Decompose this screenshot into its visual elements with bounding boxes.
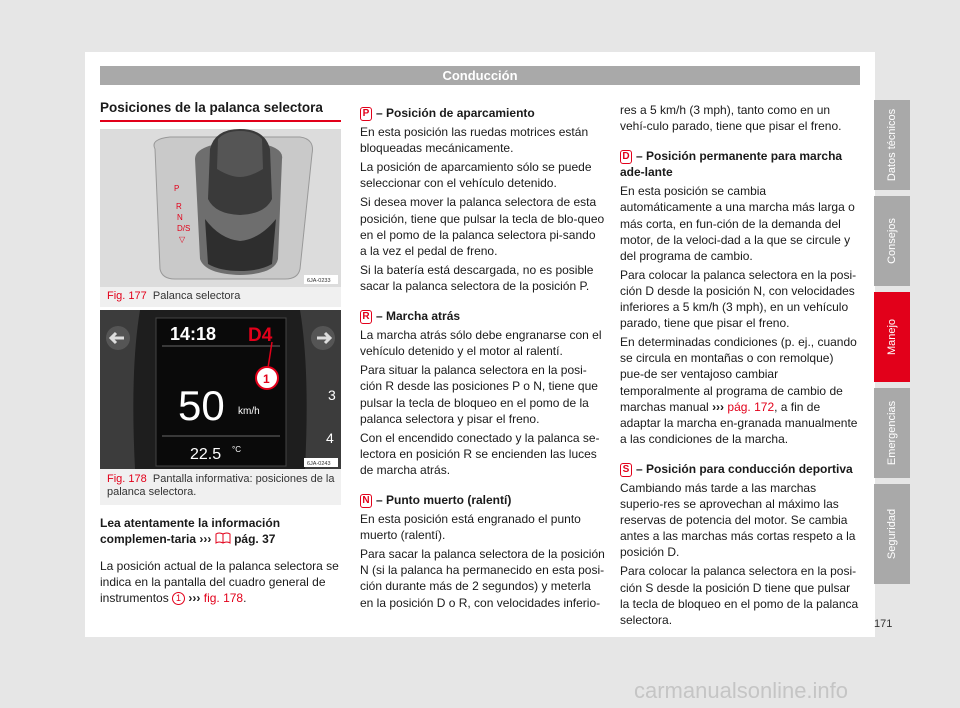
tab-label: Manejo: [886, 318, 898, 356]
gear-letter-n: N: [177, 213, 183, 222]
arrow-marker: ›››: [199, 532, 212, 547]
arrow-marker: ›››: [188, 591, 201, 606]
display-speed: 50: [178, 382, 225, 429]
callout-badge: 1: [172, 592, 185, 605]
info-note-text: Lea atentamente la información complemen-taria: [100, 516, 281, 547]
paragraph-text: La posición actual de la palanca selectora se indica en la pantalla del cuadro general de instrumentos: [100, 559, 339, 606]
title-rule: [100, 120, 341, 122]
figure-caption-text: Palanca selectora: [152, 290, 241, 302]
paragraph: En esta posición está engranado el punto muerto (ralentí).: [360, 512, 581, 543]
paragraph: Si la batería está descargada, no es posible sacar la palanca selectora de la posición P.: [360, 262, 594, 293]
tab-label: Consejos: [886, 218, 898, 264]
instrument-display-image: [100, 310, 341, 469]
tab-consejos[interactable]: [874, 196, 910, 286]
figure-178: [100, 310, 341, 505]
column-1: [100, 515, 345, 609]
position-badge: P: [360, 107, 372, 121]
section-title: Posiciones de la palanca selectora: [100, 100, 323, 115]
gear-letter-p: P: [174, 184, 180, 193]
paragraph: Cambiando más tarde a las marchas superio-res se aprovechan al máximo las reservas de potencia del motor. Se cambia antes a las marchas más cortas respeto a la posición D.: [620, 480, 856, 560]
tab-seguridad[interactable]: [874, 484, 910, 584]
position-heading-n: [360, 492, 605, 508]
position-badge: S: [620, 463, 632, 477]
paragraph: Para colocar la palanca selectora en la posi-ción D desde la posición N, con velocidades inferiores a 5 km/h (3 mph), en un vehículo parado, tiene que pisar el freno.: [620, 267, 857, 331]
position-title: – Posición permanente para marcha ade-lante: [620, 149, 843, 180]
figure-177: [100, 129, 341, 307]
position-title: – Punto muerto (ralentí): [376, 492, 512, 507]
page-ref[interactable]: pág. 37: [234, 532, 276, 547]
paragraph: La posición de aparcamiento sólo se puede seleccionar con el vehículo detenido.: [360, 160, 592, 191]
gear-letter-manual: ▽: [179, 235, 186, 244]
tab-datos-tecnicos[interactable]: [874, 100, 910, 190]
position-heading-r: [360, 308, 605, 324]
position-badge: N: [360, 494, 372, 508]
callout-number: 1: [263, 372, 270, 386]
info-note: [100, 515, 345, 547]
tab-label: Datos técnicos: [886, 108, 898, 182]
column-2: [360, 102, 605, 614]
display-temp: 22.5: [190, 446, 222, 463]
paragraph: En esta posición se cambia automáticamente a una marcha más larga o más corta, en fun-ción de la demanda del motor, de la veloci-dad a la que se circule y del programa de cambio.: [620, 184, 855, 263]
gear-selector-image: [100, 129, 341, 287]
paragraph: La marcha atrás sólo debe engranarse con el vehículo detenido y el motor al ralentí.: [360, 328, 602, 359]
paragraph: En esta posición las ruedas motrices están bloqueadas mecánicamente.: [360, 125, 589, 156]
figure-caption: [107, 290, 240, 303]
position-badge: D: [620, 150, 632, 164]
punctuation: .: [243, 591, 247, 606]
paragraph: Con el encendido conectado y la palanca se-lectora en posición R se encienden las luces de marcha atrás.: [360, 430, 600, 477]
figure-code: 6JA-0233: [307, 278, 331, 284]
figure-caption: [107, 473, 335, 499]
gauge-label-4: 4: [326, 430, 334, 446]
position-heading-p: [360, 105, 605, 121]
position-title: – Marcha atrás: [376, 309, 461, 324]
paragraph: [100, 558, 345, 606]
position-badge: R: [360, 310, 372, 324]
display-speed-unit: km/h: [238, 406, 260, 417]
figure-code: 6JA-0243: [307, 461, 331, 467]
display-time: 14:18: [170, 324, 217, 344]
tab-emergencias[interactable]: [874, 388, 910, 478]
tab-label: Seguridad: [886, 508, 898, 560]
paragraph: Para sacar la palanca selectora de la posición N (si la palanca ha permanecido en esta posi-ción durante más de 2 segundos) y meterla en la posición D o R, con velocidades inferio-: [360, 547, 605, 610]
paragraph: Para situar la palanca selectora en la posi-ción R desde las posiciones P o N, tiene que pulsar la tecla de bloqueo en el pomo de la palanca selectora y pisar el freno.: [360, 363, 598, 426]
position-title: – Posición para conducción deportiva: [636, 461, 853, 476]
gear-letter-ds: D/S: [177, 224, 191, 233]
paragraph: Si desea mover la palanca selectora de esta posición, tiene que pulsar la tecla de blo-queo en el pomo de la palanca selectora pi-sando a la vez el pedal de freno.: [360, 195, 605, 258]
chapter-header: Conducción: [100, 66, 860, 85]
paragraph-text: , a fin de adaptar la marcha en-granada manualmente a las condiciones de la marcha.: [620, 399, 858, 446]
display-temp-unit: °C: [232, 445, 241, 454]
position-title: – Posición de aparcamiento: [376, 106, 535, 120]
position-heading-s: [620, 461, 860, 477]
paragraph: Para colocar la palanca selectora en la posi-ción S desde la posición D tiene que pulsar la tecla de bloqueo en el pomo de la palanca selectora.: [620, 564, 859, 627]
paragraph: [620, 334, 860, 447]
watermark: carmanualsonline.info: [634, 678, 849, 703]
gear-letter-r: R: [176, 202, 182, 211]
paragraph: res a 5 km/h (3 mph), tanto como en un vehí-culo parado, tiene que pisar el freno.: [620, 103, 842, 134]
gauge-label-3: 3: [328, 387, 336, 403]
position-heading-d: [620, 148, 860, 180]
page-number: 171: [874, 618, 893, 630]
page-link[interactable]: pág. 172: [727, 399, 775, 414]
paragraph-text: En determinadas condiciones (p. ej., cuando se circula en montañas o con remolque) pue-de ser ventajoso cambiar temporalmente al programa de cambio de marchas manual: [620, 335, 857, 414]
tab-label: Emergencias: [886, 400, 898, 466]
arrow-marker: ›››: [712, 399, 725, 414]
book-icon: [215, 532, 231, 544]
figure-label: Fig. 177: [107, 290, 147, 302]
figure-caption-text: Pantalla informativa: posiciones de la palanca selectora.: [107, 473, 335, 498]
tab-manejo[interactable]: [874, 292, 910, 382]
figure-label: Fig. 178: [107, 473, 147, 485]
column-3: [620, 102, 860, 631]
figure-link[interactable]: fig. 178: [203, 591, 244, 606]
display-gear: D4: [248, 325, 273, 346]
